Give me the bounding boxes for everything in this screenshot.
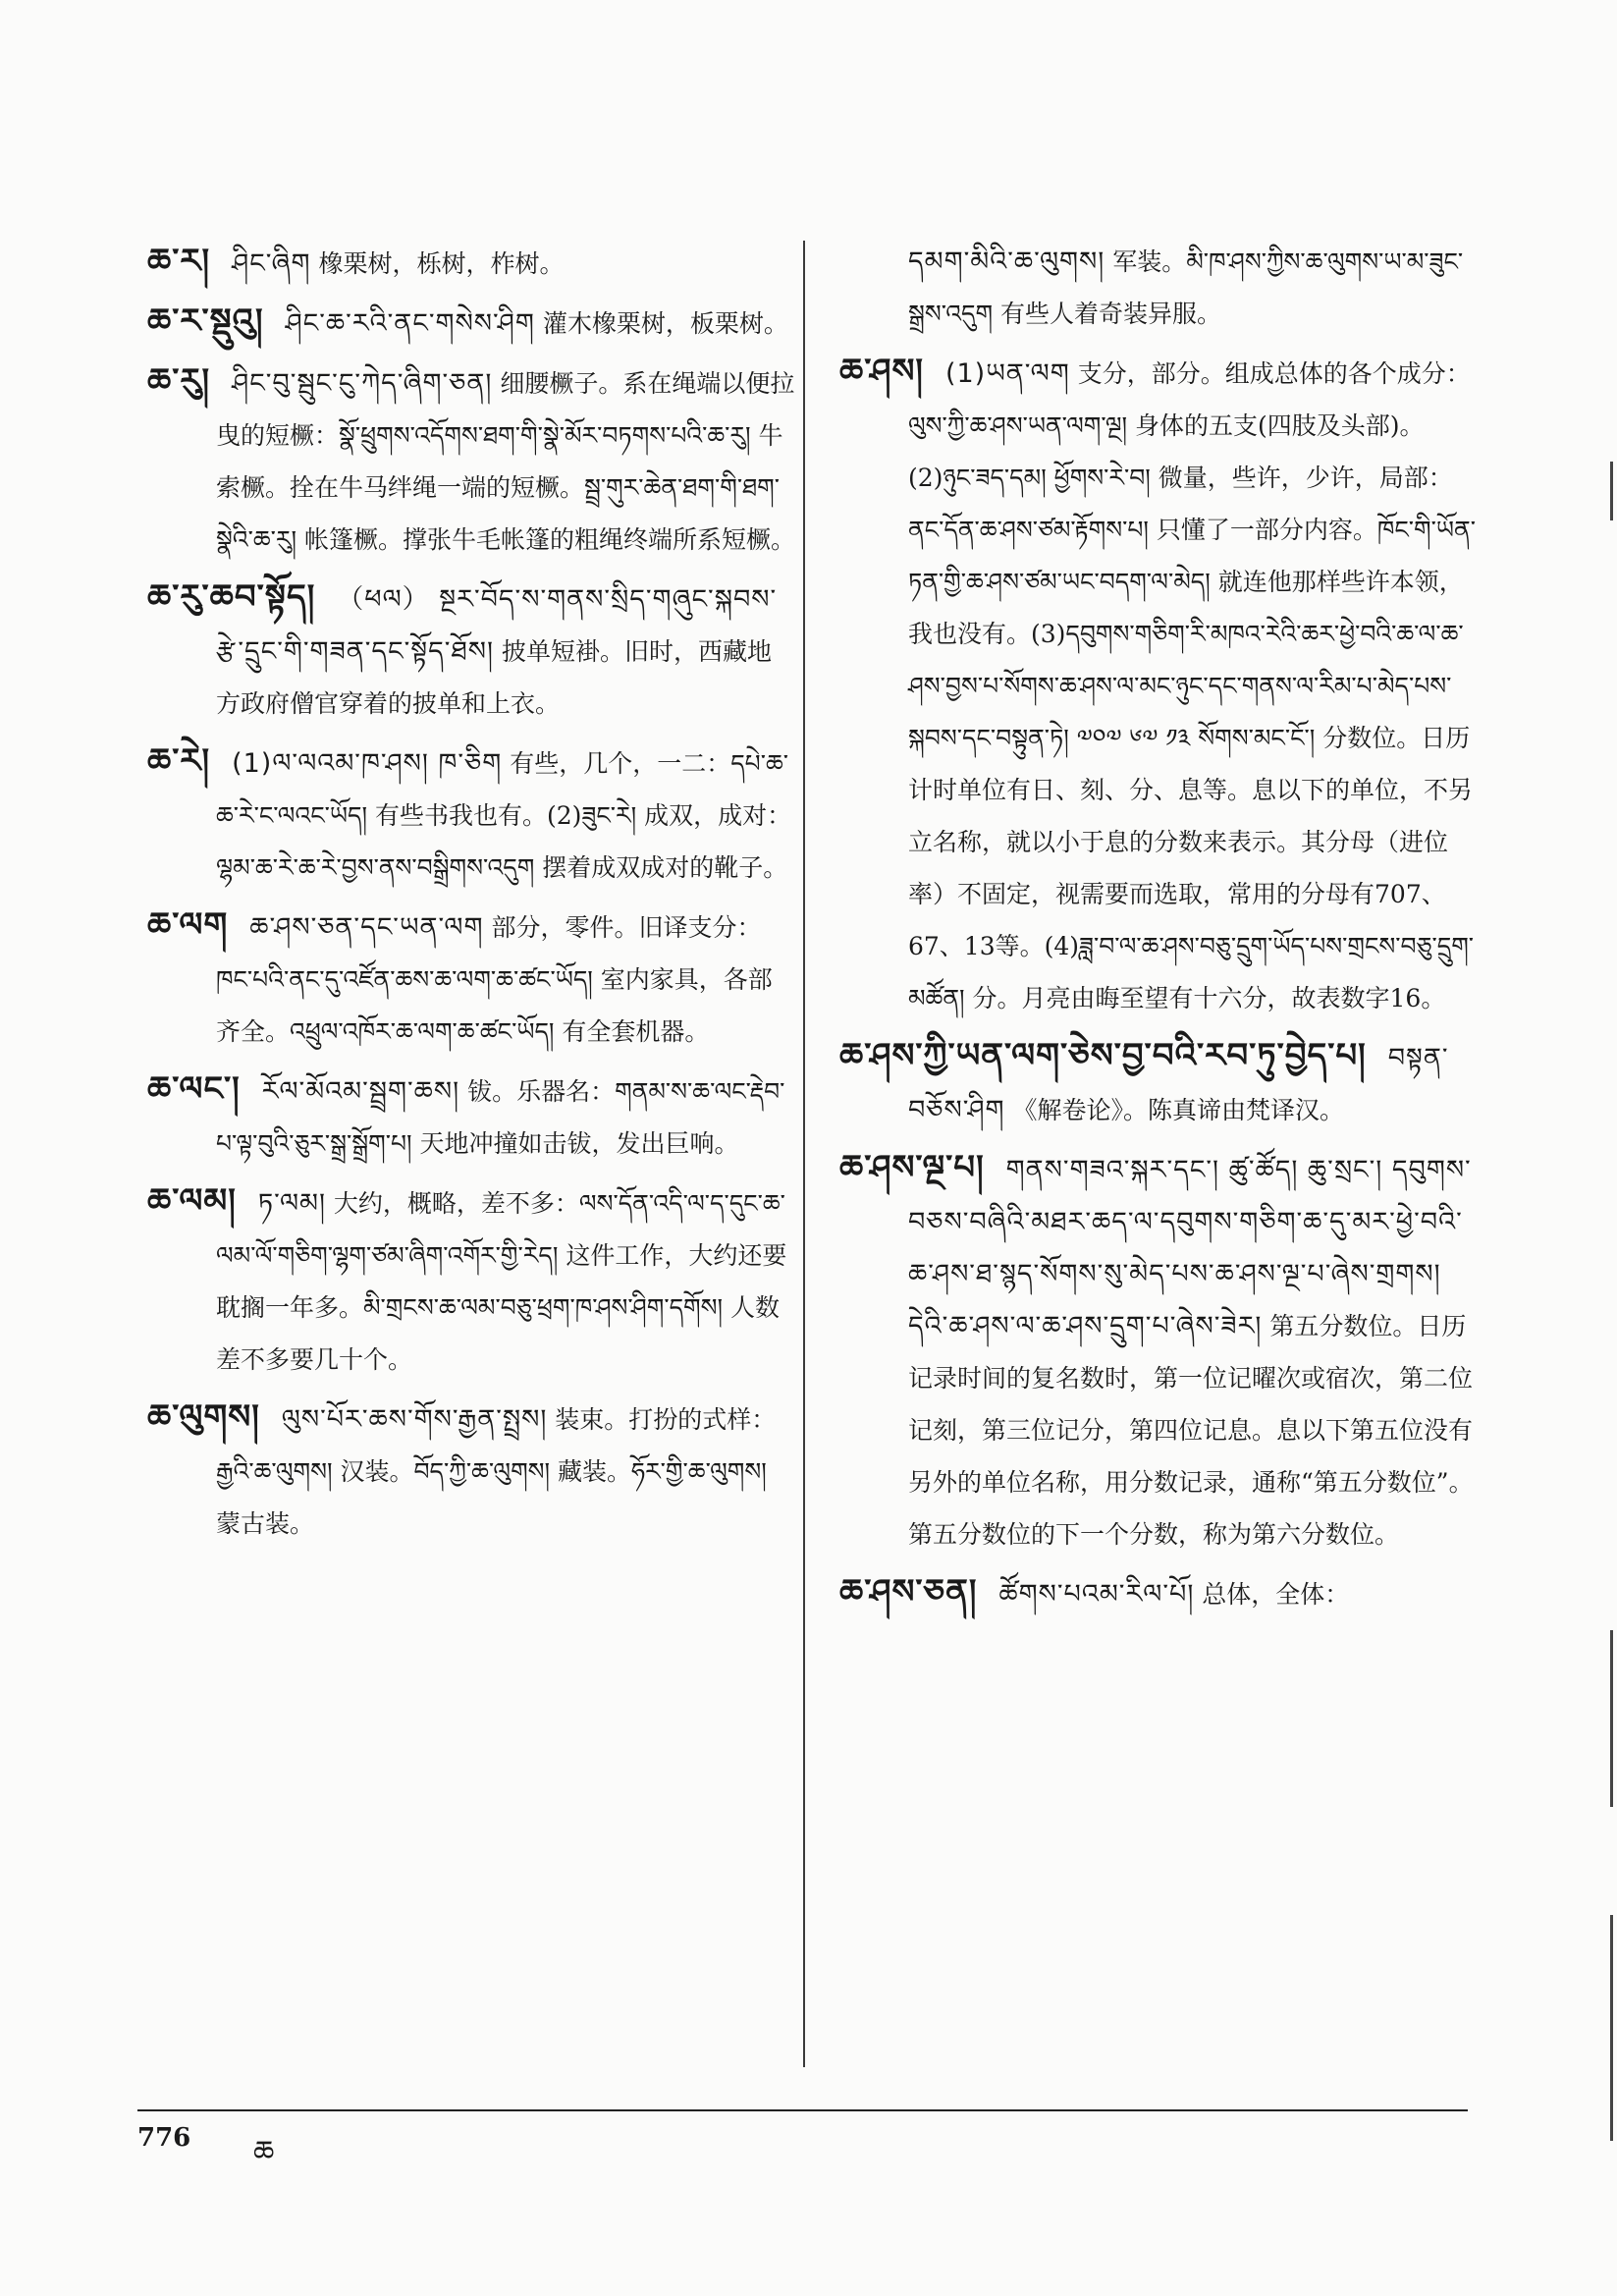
chinese-definition: 灌木橡栗树，板栗树。 xyxy=(542,309,788,338)
scan-edge-marks xyxy=(1588,0,1617,2296)
chinese-definition: 第五分数位。日历记录时间的复名数时，第一位记曜次或宿次，第二位记刻，第三位记分，第四位记息。息以下第五位没有另外的单位名称，用分数记录，通称“第五分数位”。第五分数位的下一个分数，称为第六分数位。 xyxy=(908,1312,1474,1549)
chinese-definition: 部分，零件。旧译支分：ཁང་པའི་ནང་དུ་འཛོན་ཆས་ཆ་ལག་ཆ་ཚང་ཡོད། 室内家具，各部齐全。འཕྲུལ་འཁོར་ཆ་ལག་ཆ་ཚང་ཡོད། 有全套机器。 xyxy=(216,913,773,1046)
dictionary-entry xyxy=(839,1030,1478,1136)
dictionary-entry xyxy=(147,900,795,1058)
dictionary-entry xyxy=(147,355,795,566)
headword: ཆ་ར། xyxy=(147,242,211,281)
headword: ཆ་རུ་ཆབ་སྟོད། xyxy=(147,577,316,617)
chinese-definition: 《解卷论》。陈真谛由梵译汉。 xyxy=(1012,1096,1345,1124)
dictionary-entry xyxy=(147,1175,795,1386)
dictionary-entry xyxy=(147,572,795,730)
chinese-definition: 细腰橛子。系在绳端以便拉曳的短橛：སྣོ་ཕྲུགས་འདོགས་ཐག་གི་སྣེ་མོར་བཏགས་པའི་ཆ་རུ། 牛索橛。拴在牛马绊绳一端的短橛。སྦྲ་གུར་ཆེན་ཐག་གི་ཐག་སྣེའི་ཆ་རུ། 帐篷橛。撑张牛毛帐篷的粗绳终端所系短橛。 xyxy=(216,369,795,554)
tibetan-definition: དམག་མིའི་ཆ་ལུགས། xyxy=(908,246,1105,277)
chinese-definition: 有些，几个，一二：དཔེ་ཆ་ཆ་རེ་ང་ལའང་ཡོད། 有些书我也有。(2)ཟུང་རེ། 成双，成对：ལྷམ་ཆ་རེ་ཆ་རེ་བྱས་ནས་བསྒྲིགས་འདུག 摆着成双成对的靴子。 xyxy=(216,749,792,882)
chinese-definition: 装束。打扮的式样：རྒྱའི་ཆ་ལུགས། 汉装。བོད་ཀྱི་ཆ་ལུགས། 藏装。ཧོར་གྱི་ཆ་ལུགས། 蒙古装。 xyxy=(216,1405,777,1538)
headword: ཆ་ལག xyxy=(147,905,229,945)
chinese-definition: 总体，全体： xyxy=(1202,1580,1350,1609)
dictionary-entry xyxy=(839,346,1478,1024)
headword: ཆ་ཤས། xyxy=(839,352,924,391)
page-number: 776 xyxy=(137,2123,191,2153)
tibetan-definition: （ཕལ） སྔར་བོད་ས་གནས་སྲིད་གཞུང་སྐབས་རྩེ་དྲུང་གི་གཟན་དང་སྟོད་ཐོས། xyxy=(216,584,778,667)
page-letter: ཆ xyxy=(253,2135,275,2169)
chinese-definition: 橡栗树，栎树，柞树。 xyxy=(318,249,565,278)
headword: ཆ་ཤས་ཀྱི་ཡན་ལག་ཅེས་བྱ་བའི་རབ་ཏུ་བྱེད་པ། xyxy=(839,1036,1367,1075)
dictionary-entry xyxy=(839,1566,1478,1620)
chinese-definition: 披单短褂。旧时，西藏地方政府僧官穿着的披单和上衣。 xyxy=(216,637,772,718)
tibetan-definition: (1)ལ་ལའམ་ཁ་ཤས། ཁ་ཅིག xyxy=(232,748,503,779)
headword: ཆ་ཤས་ལྔ་པ། xyxy=(839,1148,985,1187)
headword: ཆ་ལང་། xyxy=(147,1069,241,1109)
headword: ཆ་ཤས་ཅན། xyxy=(839,1572,978,1612)
chinese-definition: 钹。乐器名：གནམ་ས་ཆ་ལང་རྡེབ་པ་ལྟ་བུའི་ཅུར་སྒྲ་སྒྲོག་པ། 天地冲撞如击钹，发出巨响。 xyxy=(216,1077,785,1158)
headword: ཆ་ར་སྡུའུ། xyxy=(147,301,264,341)
chinese-definition: 大约，概略，差不多：ལས་དོན་འདི་ལ་ད་དུང་ཆ་ལམ་ལོ་གཅིག་ལྷག་ཙམ་ཞིག་འགོར་གྱི་རེད། 这件工作，大约还要耽搁一年多。མི་གྲངས་ཆ་ལམ་བཅུ་ཕྲག་ཁ་ཤས་ཤིག་དགོས། 人数差不多要几十个。 xyxy=(216,1189,787,1374)
tibetan-definition: (1)ཡན་ལག xyxy=(944,358,1070,389)
headword: ཆ་རེ། xyxy=(147,741,211,781)
dictionary-entry xyxy=(147,736,795,894)
headword: ཆ་ལམ། xyxy=(147,1181,237,1221)
tibetan-definition: ཏ་ལམ། xyxy=(257,1188,326,1219)
tibetan-definition: ལུས་པོར་ཆས་གོས་རྒྱན་སྤྲས། xyxy=(281,1404,548,1435)
dictionary-entry xyxy=(147,296,795,350)
tibetan-definition: བསྟན་བཅོས་ཤིག xyxy=(908,1043,1449,1125)
right-column xyxy=(839,236,1478,1626)
tibetan-definition: ཤིང་ཞིག xyxy=(232,248,311,279)
footer-rule xyxy=(137,2109,1468,2111)
dictionary-entry xyxy=(147,1064,795,1170)
column-divider xyxy=(803,241,805,2067)
headword: ཆ་ལུགས། xyxy=(147,1397,260,1437)
tibetan-definition: ཆ་ཤས་ཅན་དང་ཡན་ལག xyxy=(249,912,484,943)
chinese-definition: 支分，部分。组成总体的各个成分：ལུས་ཀྱི་ཆ་ཤས་ཡན་ལག་ལྔ། 身体的五支(四肢及头部)。(2)ཉུང་ཟད་དམ། ཕྱོགས་རེ་བ། 微量，些许，少许，局部：ནང་དོན་ཆ་ཤས་ཙམ་རྟོགས་པ། 只懂了一部分内容。ཁོང་གི་ཡོན་ཏན་གྱི་ཆ་ཤས་ཙམ་ཡང་བདག་ལ་མེད། 就连他那样些许本领，我也没有。(3)དབུགས་གཅིག་རི་མཁའ་རེའི་ཆར་ཕྱེ་བའི་ཆ་ལ་ཆ་ཤས་བྱས་པ་སོགས་ཆ་ཤས་ལ་མང་ཉུང་དང་གནས་ལ་རིམ་པ་མེད་པས་སྐབས་དང་བསྟུན་ཏེ། ༧༠༧ ༦༧ ༡༣ སོགས་མང་ངོ་། 分数位。日历计时单位有日、刻、分、息等。息以下的单位，不另立名称，就以小于息的分数来表示。其分母（进位率）不固定，视需要而选取，常用的分母有707、67、13等。(4)ཟླ་བ་ལ་ཆ་ཤས་བཅུ་དྲུག་ཡོད་པས་གྲངས་བཅུ་དྲུག་མཚོན། 分。月亮由晦至望有十六分，故表数字16。 xyxy=(908,359,1476,1012)
headword: ཆ་རུ། xyxy=(147,361,211,401)
tibetan-definition: རོལ་མོའམ་སྦྲག་ཆས། xyxy=(261,1076,460,1107)
tibetan-definition: གནས་གཟའ་སྐར་དང་། ཚུ་ཚོད། ཆུ་སྲང་། དབུགས་བཅས་བཞིའི་མཐར་ཆད་ལ་དབུགས་གཅིག་ཆ་དུ་མར་ཕྱེ་བའི་ཆ་ཤས་ཐ་སྙད་སོགས་སུ་མེད་པས་ཆ་ཤས་ལྔ་པ་ཞེས་གྲགས། དེའི་ཆ་ཤས་ལ་ཆ་ཤས་དྲུག་པ་ཞེས་ཟེར། xyxy=(908,1155,1472,1341)
tibetan-definition: ཚོགས་པའམ་རིལ་པོ། xyxy=(998,1579,1195,1610)
dictionary-entry xyxy=(147,1392,795,1550)
chinese-definition: 军装。མི་ཁ་ཤས་ཀྱིས་ཆ་ལུགས་ཡ་མ་ཟུང་སྒྲས་འདུག 有些人着奇装异服。 xyxy=(908,247,1464,328)
tibetan-definition: ཤིང་བུ་སྦུང་ངུ་ཀེད་ཞིག་ཅན། xyxy=(232,368,493,399)
dictionary-entry xyxy=(839,236,1478,340)
tibetan-definition: ཤིང་ཆ་རའི་ནང་གསེས་ཤིག xyxy=(285,308,535,339)
dictionary-entry xyxy=(839,1142,1478,1560)
dictionary-entry xyxy=(147,236,795,290)
left-column xyxy=(147,236,795,1556)
